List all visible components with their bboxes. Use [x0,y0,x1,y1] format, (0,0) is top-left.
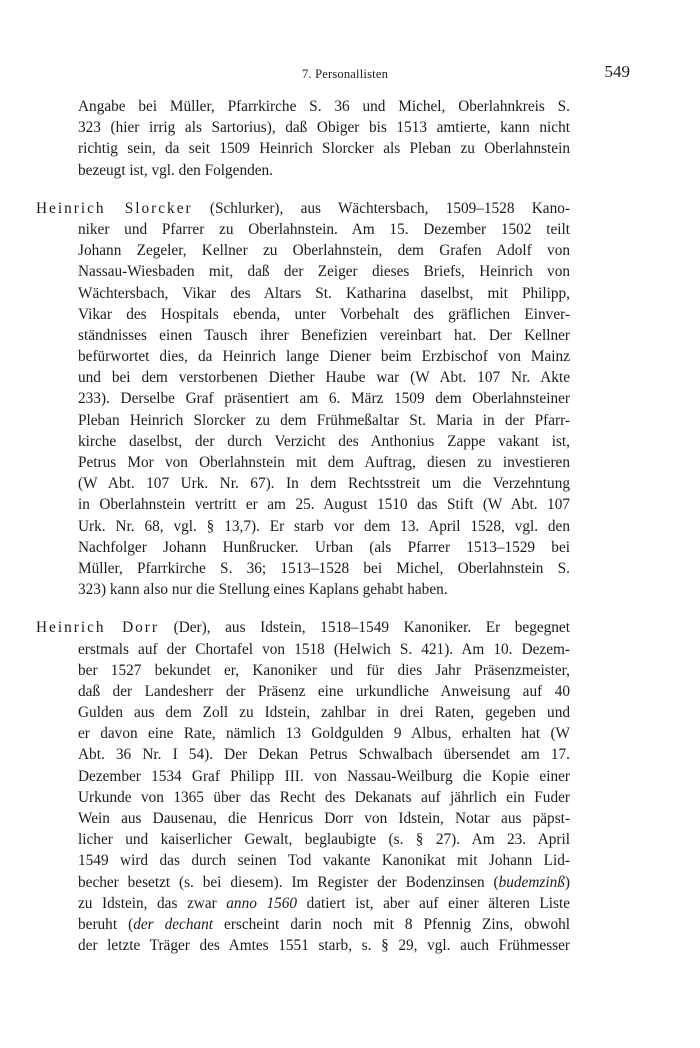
entry-name: Heinrich Slorcker [36,199,193,217]
text-segment: erscheint darin noch mit 8 Pfennig Zins, obwohl [213,915,571,933]
text-line: kirche daselbst, der durch Verzicht des Anthonius Zappe vakant ist, [78,432,570,450]
running-head [60,62,630,88]
text-segment: beruht ( [78,915,134,933]
text-line: Müller, Pfarrkirche S. 36; 1513–1528 bei Michel, Oberlahnstein S. [78,559,570,577]
text-line: Wein aus Dausenau, die Henricus Dorr von Idstein, Notar aus päpst- [78,810,570,827]
text-line: Johann Zegeler, Kellner zu Oberlahnstein, dem Grafen Adolf von [78,242,570,260]
text-line: Angabe bei Müller, Pfarrkirche S. 36 und Michel, Oberlahnkreis S. [78,98,570,115]
text-segment: zu Idstein, das zwar [78,894,227,912]
text-line [36,893,570,914]
text-line: 323) kann also nur die Stellung eines Kaplans gehabt haben. [78,581,448,599]
text-line: 1549 wird das durch seinen Tod vakante Kanonikat mit Johann Lid- [78,852,570,870]
text-line: ber 1527 bekundet er, Kanoniker und für dies Jahr Präsenzmeister, [78,661,570,679]
text-line: Wächtersbach, Vikar des Altars St. Katharina daselbst, mit Philipp, [78,284,570,302]
entry-heinrich-dorr [36,617,570,956]
text-line: Dezember 1534 Graf Philipp III. von Nassau-Weilburg die Kopie einer [78,767,570,785]
text-line: Nachfolger Johann Hunßrucker. Urban (als Pfarrer 1513–1529 bei [78,538,570,556]
running-title: 7. Personallisten [301,67,389,81]
text-line: erstmals auf der Chortafel von 1518 (Helwich S. 421). Am 10. Dezem- [78,640,570,658]
text-segment: ) [564,873,570,891]
text-line: niker und Pfarrer zu Oberlahnstein. Am 15. Dezember 1502 teilt [78,220,570,238]
entry-first-line-text: (Der), aus Idstein, 1518–1549 Kanoniker. Er begegnet [173,619,570,637]
text-line: Vikar des Hospitals ebenda, unter Vorbehalt des gräflichen Einver- [78,305,570,323]
text-line [36,914,570,935]
text-line: ständnisses einen Tausch ihrer Benefizien vereinbart hat. Der Kellner [78,326,570,344]
text-line: in Oberlahnstein vertritt er am 25. August 1510 das Stift (W Abt. 107 [78,496,570,514]
text-line: befürwortet dies, da Heinrich lange Diener beim Erzbischof von Mainz [78,348,570,366]
text-line: licher und kaiserlicher Gewalt, beglaubigte (s. § 27). Am 23. April [78,831,570,849]
text-line: Pleban Heinrich Slorcker zu dem Frühmeßaltar St. Maria in der Pfarr- [78,411,570,429]
text-line: Gulden aus dem Zoll zu Idstein, zahlbar in drei Raten, gegeben und [78,704,570,722]
text-line: Abt. 36 Nr. I 54). Der Dekan Petrus Schwalbach übersendet am 17. [78,746,570,764]
text-line: bezeugt ist, vgl. den Folgenden. [78,161,273,179]
text-line: (W Abt. 107 Urk. Nr. 67). In dem Rechtsstreit um die Verzehntung [78,475,570,493]
text-line: Petrus Mor von Oberlahnstein mit dem Auftrag, diesen zu investieren [78,454,570,471]
entry-first-line [36,198,570,219]
italic-term-dechant: der dechant [133,915,214,933]
entry-first-line-text: (Schlurker), aus Wächtersbach, 1509–1528 Kano- [209,199,570,217]
text-line: Urk. Nr. 68, vgl. § 13,7). Er starb vor dem 13. April 1528, vgl. den [78,517,570,535]
text-line: 233). Derselbe Graf präsentiert am 6. März 1509 dem Oberlahnsteiner [78,390,570,408]
text-segment: becher besetzt (s. bei diesem). Im Register der Bodenzinsen ( [78,873,499,891]
entry-first-line [36,617,570,638]
text-line: der letzte Träger des Amtes 1551 starb, s. § 29, vgl. auch Frühmesser [78,937,570,955]
entry-heinrich-slorcker [36,198,570,601]
entry-name: Heinrich Dorr [36,619,159,637]
text-segment: datiert ist, aber auf einer älteren Liste [297,894,570,912]
text-line: Urkunde von 1365 über das Recht des Dekanats auf jährlich ein Fuder [78,788,570,806]
page-number: 549 [604,62,630,81]
continuation-paragraph [36,96,570,181]
text-line [36,872,570,893]
italic-term-budemzins: budemzinß [498,873,565,891]
italic-term-anno: anno 1560 [226,894,298,912]
text-line: er davon eine Rate, nämlich 13 Goldgulden 9 Albus, erhalten hat (W [78,725,570,743]
text-line: Nassau-Wiesbaden mit, daß der Zeiger dieses Briefs, Heinrich von [78,263,570,281]
body-text [36,96,570,956]
text-line: richtig sein, da seit 1509 Heinrich Slorcker als Pleban zu Oberlahnstein [78,140,570,158]
text-line: und bei dem verstorbenen Diether Haube war (W Abt. 107 Nr. Akte [78,369,570,387]
text-line: 323 (hier irrig als Sartorius), daß Obiger bis 1513 amtierte, kann nicht [78,119,570,137]
text-line: daß der Landesherr der Präsenz eine urkundliche Anweisung auf 40 [78,682,570,700]
